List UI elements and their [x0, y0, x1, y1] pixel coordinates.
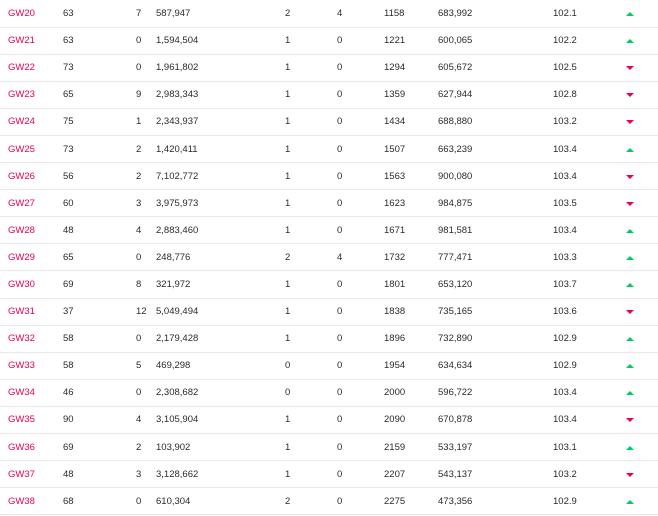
table-row: [0, 434, 658, 461]
points-on-bench: 9: [136, 81, 156, 108]
rank-movement-cell: [626, 135, 658, 162]
points-on-bench: 2: [136, 434, 156, 461]
gameweek-rank: 1,594,504: [156, 27, 285, 54]
transfers-made: 1: [285, 217, 337, 244]
table-row: [0, 461, 658, 488]
gameweek-link[interactable]: GW22: [8, 62, 35, 74]
gameweek-rank: 2,883,460: [156, 217, 285, 244]
overall-points: 1359: [384, 81, 438, 108]
gameweek-points: 58: [63, 352, 136, 379]
gameweek-link[interactable]: GW25: [8, 143, 35, 155]
rank-movement-cell: [626, 0, 658, 27]
gameweek-rank: 610,304: [156, 488, 285, 515]
transfers-made: 1: [285, 135, 337, 162]
team-value: 102.9: [553, 325, 626, 352]
overall-rank: 688,880: [438, 108, 553, 135]
table-row: [0, 27, 658, 54]
rank-down-icon: [626, 473, 634, 477]
team-value: 102.9: [553, 352, 626, 379]
gameweek-rank: 5,049,494: [156, 298, 285, 325]
rank-movement-cell: [626, 244, 658, 271]
rank-movement-cell: [626, 27, 658, 54]
gameweek-points: 48: [63, 461, 136, 488]
rank-down-icon: [626, 202, 634, 206]
transfers-made: 1: [285, 434, 337, 461]
transfers-cost: 0: [337, 163, 384, 190]
rank-movement-cell: [626, 163, 658, 190]
points-on-bench: 5: [136, 352, 156, 379]
gameweek-points: 46: [63, 379, 136, 406]
transfers-cost: 0: [337, 108, 384, 135]
gameweek-rank: 3,105,904: [156, 406, 285, 433]
rank-down-icon: [626, 66, 634, 70]
overall-rank: 473,356: [438, 488, 553, 515]
transfers-cost: 0: [337, 81, 384, 108]
table-row: [0, 81, 658, 108]
transfers-made: 2: [285, 244, 337, 271]
overall-rank: 627,944: [438, 81, 553, 108]
gameweek-points: 75: [63, 108, 136, 135]
rank-movement-cell: [626, 54, 658, 81]
points-on-bench: 0: [136, 54, 156, 81]
overall-points: 2275: [384, 488, 438, 515]
team-value: 102.2: [553, 27, 626, 54]
rank-movement-cell: [626, 271, 658, 298]
gameweek-rank: 1,961,802: [156, 54, 285, 81]
rank-up-icon: [626, 500, 634, 504]
gameweek-link[interactable]: GW38: [8, 495, 35, 507]
rank-down-icon: [626, 175, 634, 179]
points-on-bench: 0: [136, 325, 156, 352]
team-value: 103.4: [553, 135, 626, 162]
gameweek-rank: 587,947: [156, 0, 285, 27]
transfers-made: 1: [285, 298, 337, 325]
transfers-cost: 0: [337, 461, 384, 488]
table-row: [0, 0, 658, 27]
gameweek-rank: 2,179,428: [156, 325, 285, 352]
overall-points: 1954: [384, 352, 438, 379]
transfers-cost: 0: [337, 379, 384, 406]
team-value: 102.1: [553, 0, 626, 27]
gameweek-points: 63: [63, 27, 136, 54]
team-value: 102.9: [553, 488, 626, 515]
points-on-bench: 7: [136, 0, 156, 27]
overall-rank: 605,672: [438, 54, 553, 81]
gameweek-points: 73: [63, 54, 136, 81]
rank-movement-cell: [626, 352, 658, 379]
transfers-cost: 0: [337, 271, 384, 298]
points-on-bench: 4: [136, 217, 156, 244]
overall-rank: 683,992: [438, 0, 553, 27]
overall-points: 1623: [384, 190, 438, 217]
gameweek-rank: 103,902: [156, 434, 285, 461]
gameweek-points: 69: [63, 271, 136, 298]
gameweek-points: 65: [63, 81, 136, 108]
overall-points: 1158: [384, 0, 438, 27]
table-row: [0, 406, 658, 433]
overall-points: 1838: [384, 298, 438, 325]
overall-points: 1434: [384, 108, 438, 135]
rank-movement-cell: [626, 488, 658, 515]
table-row: [0, 325, 658, 352]
points-on-bench: 1: [136, 108, 156, 135]
gameweek-link[interactable]: GW21: [8, 35, 35, 47]
overall-points: 1563: [384, 163, 438, 190]
overall-rank: 777,471: [438, 244, 553, 271]
gameweek-points: 69: [63, 434, 136, 461]
gameweek-link[interactable]: GW27: [8, 197, 35, 209]
overall-rank: 533,197: [438, 434, 553, 461]
overall-rank: 634,634: [438, 352, 553, 379]
transfers-cost: 0: [337, 406, 384, 433]
gameweek-link[interactable]: GW35: [8, 414, 35, 426]
gameweek-rank: 3,128,662: [156, 461, 285, 488]
overall-points: 1294: [384, 54, 438, 81]
points-on-bench: 3: [136, 190, 156, 217]
overall-rank: 984,875: [438, 190, 553, 217]
overall-rank: 900,080: [438, 163, 553, 190]
transfers-made: 1: [285, 461, 337, 488]
transfers-cost: 0: [337, 190, 384, 217]
points-on-bench: 8: [136, 271, 156, 298]
points-on-bench: 4: [136, 406, 156, 433]
team-value: 103.6: [553, 298, 626, 325]
transfers-made: 1: [285, 325, 337, 352]
transfers-cost: 0: [337, 135, 384, 162]
rank-up-icon: [626, 364, 634, 368]
table-row: [0, 135, 658, 162]
rank-up-icon: [626, 229, 634, 233]
gameweek-link[interactable]: GW37: [8, 468, 35, 480]
rank-up-icon: [626, 256, 634, 260]
overall-rank: 653,120: [438, 271, 553, 298]
overall-points: 1507: [384, 135, 438, 162]
gameweek-link[interactable]: GW24: [8, 116, 35, 128]
gameweek-rank: 2,983,343: [156, 81, 285, 108]
team-value: 103.4: [553, 163, 626, 190]
overall-rank: 732,890: [438, 325, 553, 352]
overall-points: 2159: [384, 434, 438, 461]
gameweek-link[interactable]: GW32: [8, 333, 35, 345]
points-on-bench: 2: [136, 135, 156, 162]
gameweek-link[interactable]: GW20: [8, 7, 35, 19]
team-value: 103.4: [553, 406, 626, 433]
overall-rank: 981,581: [438, 217, 553, 244]
points-on-bench: 2: [136, 163, 156, 190]
rank-movement-cell: [626, 434, 658, 461]
transfers-made: 0: [285, 379, 337, 406]
gameweek-points: 48: [63, 217, 136, 244]
gameweek-link[interactable]: GW33: [8, 360, 35, 372]
rank-up-icon: [626, 446, 634, 450]
table-row: [0, 352, 658, 379]
overall-rank: 670,878: [438, 406, 553, 433]
rank-up-icon: [626, 283, 634, 287]
rank-movement-cell: [626, 108, 658, 135]
gameweek-rank: 2,343,937: [156, 108, 285, 135]
gameweek-points: 63: [63, 0, 136, 27]
gameweek-points: 73: [63, 135, 136, 162]
gameweek-rank: 469,298: [156, 352, 285, 379]
gameweek-rank: 3,975,973: [156, 190, 285, 217]
gameweek-points: 90: [63, 406, 136, 433]
table-row: [0, 244, 658, 271]
table-row: [0, 298, 658, 325]
rank-movement-cell: [626, 461, 658, 488]
table-row: [0, 488, 658, 515]
rank-down-icon: [626, 418, 634, 422]
gameweek-rank: 248,776: [156, 244, 285, 271]
transfers-made: 0: [285, 352, 337, 379]
table-row: [0, 379, 658, 406]
overall-points: 1801: [384, 271, 438, 298]
transfers-made: 1: [285, 81, 337, 108]
overall-points: 1221: [384, 27, 438, 54]
gameweek-points: 60: [63, 190, 136, 217]
table-row: [0, 163, 658, 190]
overall-rank: 543,137: [438, 461, 553, 488]
gameweek-link[interactable]: GW31: [8, 306, 35, 318]
overall-rank: 663,239: [438, 135, 553, 162]
rank-down-icon: [626, 310, 634, 314]
points-on-bench: 3: [136, 461, 156, 488]
transfers-cost: 0: [337, 488, 384, 515]
points-on-bench: 0: [136, 379, 156, 406]
transfers-made: 1: [285, 406, 337, 433]
rank-movement-cell: [626, 379, 658, 406]
rank-movement-cell: [626, 406, 658, 433]
table-row: [0, 271, 658, 298]
rank-up-icon: [626, 337, 634, 341]
gameweek-rank: 321,972: [156, 271, 285, 298]
team-value: 103.7: [553, 271, 626, 298]
gameweek-rank: 2,308,682: [156, 379, 285, 406]
gameweek-link[interactable]: GW30: [8, 278, 35, 290]
gameweek-link[interactable]: GW34: [8, 387, 35, 399]
gameweek-link[interactable]: GW28: [8, 224, 35, 236]
rank-down-icon: [626, 93, 634, 97]
gameweek-link[interactable]: GW29: [8, 251, 35, 263]
rank-down-icon: [626, 120, 634, 124]
transfers-made: 1: [285, 271, 337, 298]
gameweek-link[interactable]: GW23: [8, 89, 35, 101]
overall-points: 1671: [384, 217, 438, 244]
rank-movement-cell: [626, 217, 658, 244]
transfers-cost: 0: [337, 298, 384, 325]
transfers-cost: 0: [337, 325, 384, 352]
transfers-cost: 0: [337, 54, 384, 81]
team-value: 103.2: [553, 461, 626, 488]
rank-movement-cell: [626, 325, 658, 352]
rank-movement-cell: [626, 298, 658, 325]
gameweek-rank: 7,102,772: [156, 163, 285, 190]
gameweek-points: 58: [63, 325, 136, 352]
transfers-made: 1: [285, 27, 337, 54]
transfers-made: 1: [285, 108, 337, 135]
transfers-cost: 0: [337, 352, 384, 379]
transfers-cost: 0: [337, 434, 384, 461]
transfers-cost: 0: [337, 27, 384, 54]
overall-rank: 596,722: [438, 379, 553, 406]
table-row: [0, 108, 658, 135]
rank-up-icon: [626, 39, 634, 43]
transfers-made: 2: [285, 0, 337, 27]
points-on-bench: 0: [136, 27, 156, 54]
gameweek-link[interactable]: GW26: [8, 170, 35, 182]
points-on-bench: 0: [136, 488, 156, 515]
team-value: 102.8: [553, 81, 626, 108]
rank-up-icon: [626, 391, 634, 395]
gameweek-rank: 1,420,411: [156, 135, 285, 162]
team-value: 102.5: [553, 54, 626, 81]
transfers-cost: 4: [337, 0, 384, 27]
team-value: 103.4: [553, 379, 626, 406]
overall-points: 2207: [384, 461, 438, 488]
transfers-made: 1: [285, 190, 337, 217]
gameweek-points: 65: [63, 244, 136, 271]
rank-up-icon: [626, 12, 634, 16]
overall-points: 1732: [384, 244, 438, 271]
team-value: 103.1: [553, 434, 626, 461]
team-value: 103.4: [553, 217, 626, 244]
overall-points: 2090: [384, 406, 438, 433]
gameweek-points: 68: [63, 488, 136, 515]
transfers-made: 1: [285, 54, 337, 81]
gameweek-link[interactable]: GW36: [8, 441, 35, 453]
overall-points: 1896: [384, 325, 438, 352]
transfers-made: 1: [285, 163, 337, 190]
transfers-made: 2: [285, 488, 337, 515]
overall-rank: 600,065: [438, 27, 553, 54]
overall-rank: 735,165: [438, 298, 553, 325]
points-on-bench: 0: [136, 244, 156, 271]
overall-points: 2000: [384, 379, 438, 406]
team-value: 103.2: [553, 108, 626, 135]
team-value: 103.3: [553, 244, 626, 271]
team-value: 103.5: [553, 190, 626, 217]
transfers-cost: 0: [337, 217, 384, 244]
rank-movement-cell: [626, 81, 658, 108]
points-on-bench: 12: [136, 298, 156, 325]
table-row: [0, 54, 658, 81]
gameweek-points: 37: [63, 298, 136, 325]
table-row: [0, 190, 658, 217]
gameweek-points: 56: [63, 163, 136, 190]
rank-movement-cell: [626, 190, 658, 217]
transfers-cost: 4: [337, 244, 384, 271]
table-row: [0, 217, 658, 244]
rank-up-icon: [626, 148, 634, 152]
